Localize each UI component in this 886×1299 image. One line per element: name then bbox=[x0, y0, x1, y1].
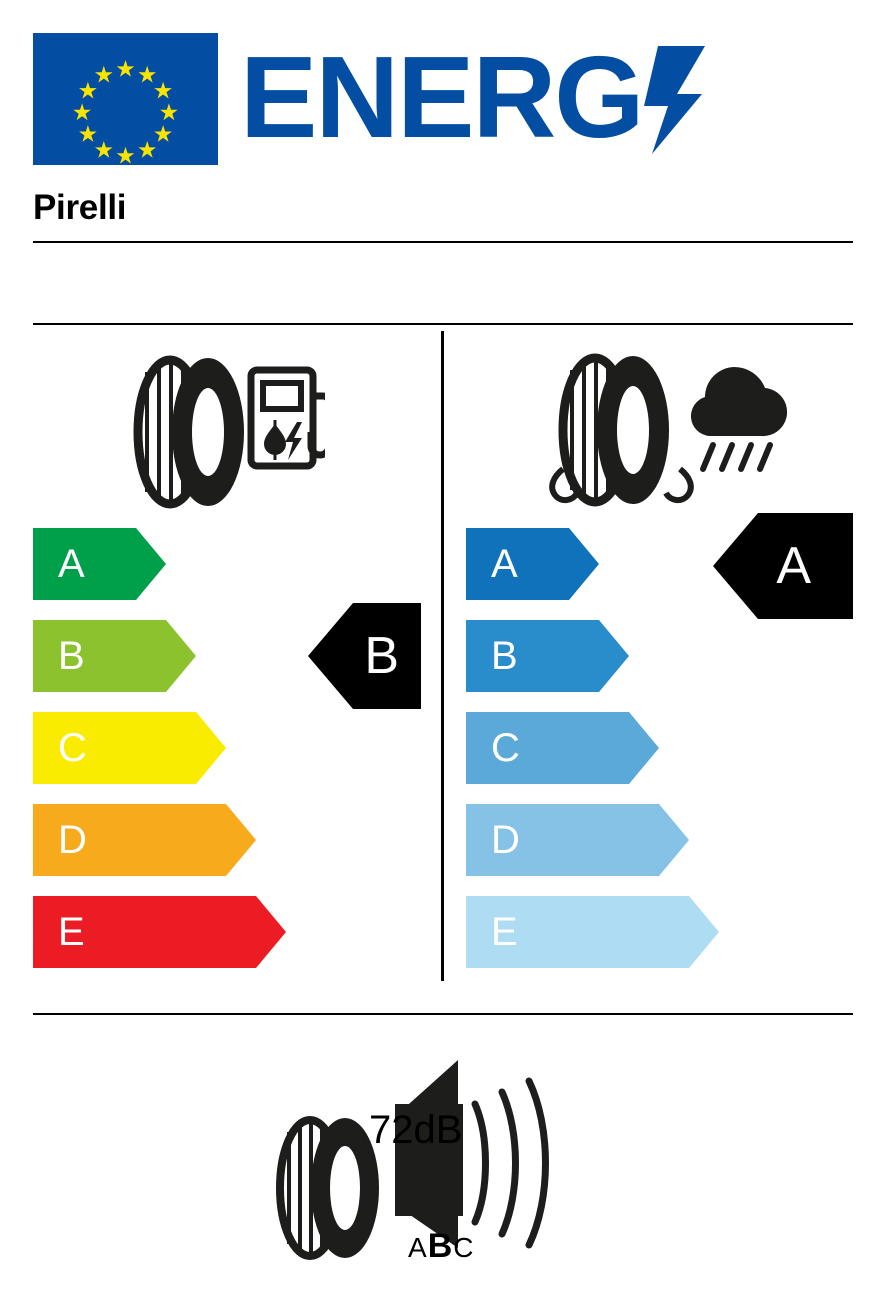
wet-grip-pictogram bbox=[545, 345, 795, 520]
noise-value: 72dB bbox=[369, 1108, 463, 1152]
wetgrip-grade-D bbox=[466, 804, 689, 876]
fuel-pump-icon bbox=[251, 370, 325, 466]
wetgrip-grade-B bbox=[466, 620, 629, 692]
lightning-bolt-icon bbox=[644, 46, 705, 154]
speaker-icon bbox=[362, 1060, 459, 1248]
brand-name: Pirelli bbox=[33, 188, 127, 227]
fuel-selected-class: B bbox=[364, 627, 399, 685]
divider-top-section bbox=[33, 323, 853, 325]
wetgrip-grade-A bbox=[466, 528, 599, 600]
eu-flag-stars bbox=[33, 33, 218, 165]
fuel-grade-E bbox=[33, 896, 286, 968]
tyre-icon bbox=[138, 358, 244, 506]
wetgrip-grade-D-letter: D bbox=[491, 818, 520, 862]
fuel-grade-E-letter: E bbox=[58, 910, 85, 954]
tyre-icon bbox=[563, 356, 669, 504]
wetgrip-grade-E-letter: E bbox=[491, 910, 518, 954]
energy-word-text: ENERG bbox=[240, 42, 643, 157]
fuel-grade-C bbox=[33, 712, 226, 784]
fuel-grade-C-letter: C bbox=[58, 726, 87, 770]
fuel-selected-marker bbox=[308, 603, 421, 709]
noise-class-c: C bbox=[453, 1232, 475, 1263]
wetgrip-selected-class: A bbox=[776, 537, 811, 595]
noise-class-selected: B bbox=[427, 1227, 454, 1265]
energy-wordmark bbox=[240, 42, 710, 157]
rain-cloud-icon bbox=[691, 367, 787, 469]
fuel-grade-B-letter: B bbox=[58, 634, 85, 678]
divider-above-noise bbox=[33, 1013, 853, 1015]
noise-class-a: A bbox=[408, 1232, 428, 1263]
sound-waves-icon bbox=[475, 1081, 546, 1245]
eu-flag bbox=[33, 33, 218, 165]
divider-vertical bbox=[441, 331, 444, 981]
fuel-efficiency-pictogram bbox=[125, 350, 325, 515]
noise-class-scale bbox=[408, 1227, 474, 1266]
wetgrip-grade-B-letter: B bbox=[491, 634, 518, 678]
fuel-grade-D bbox=[33, 804, 256, 876]
wetgrip-grade-A-letter: A bbox=[491, 542, 518, 586]
fuel-grade-A bbox=[33, 528, 166, 600]
wetgrip-selected-marker bbox=[713, 513, 853, 619]
wetgrip-grade-E bbox=[466, 896, 719, 968]
fuel-grade-A-letter: A bbox=[58, 542, 85, 586]
fuel-grade-B bbox=[33, 620, 196, 692]
wetgrip-grade-C bbox=[466, 712, 659, 784]
divider-under-brand bbox=[33, 241, 853, 243]
wetgrip-grade-C-letter: C bbox=[491, 726, 520, 770]
fuel-grade-D-letter: D bbox=[58, 818, 87, 862]
